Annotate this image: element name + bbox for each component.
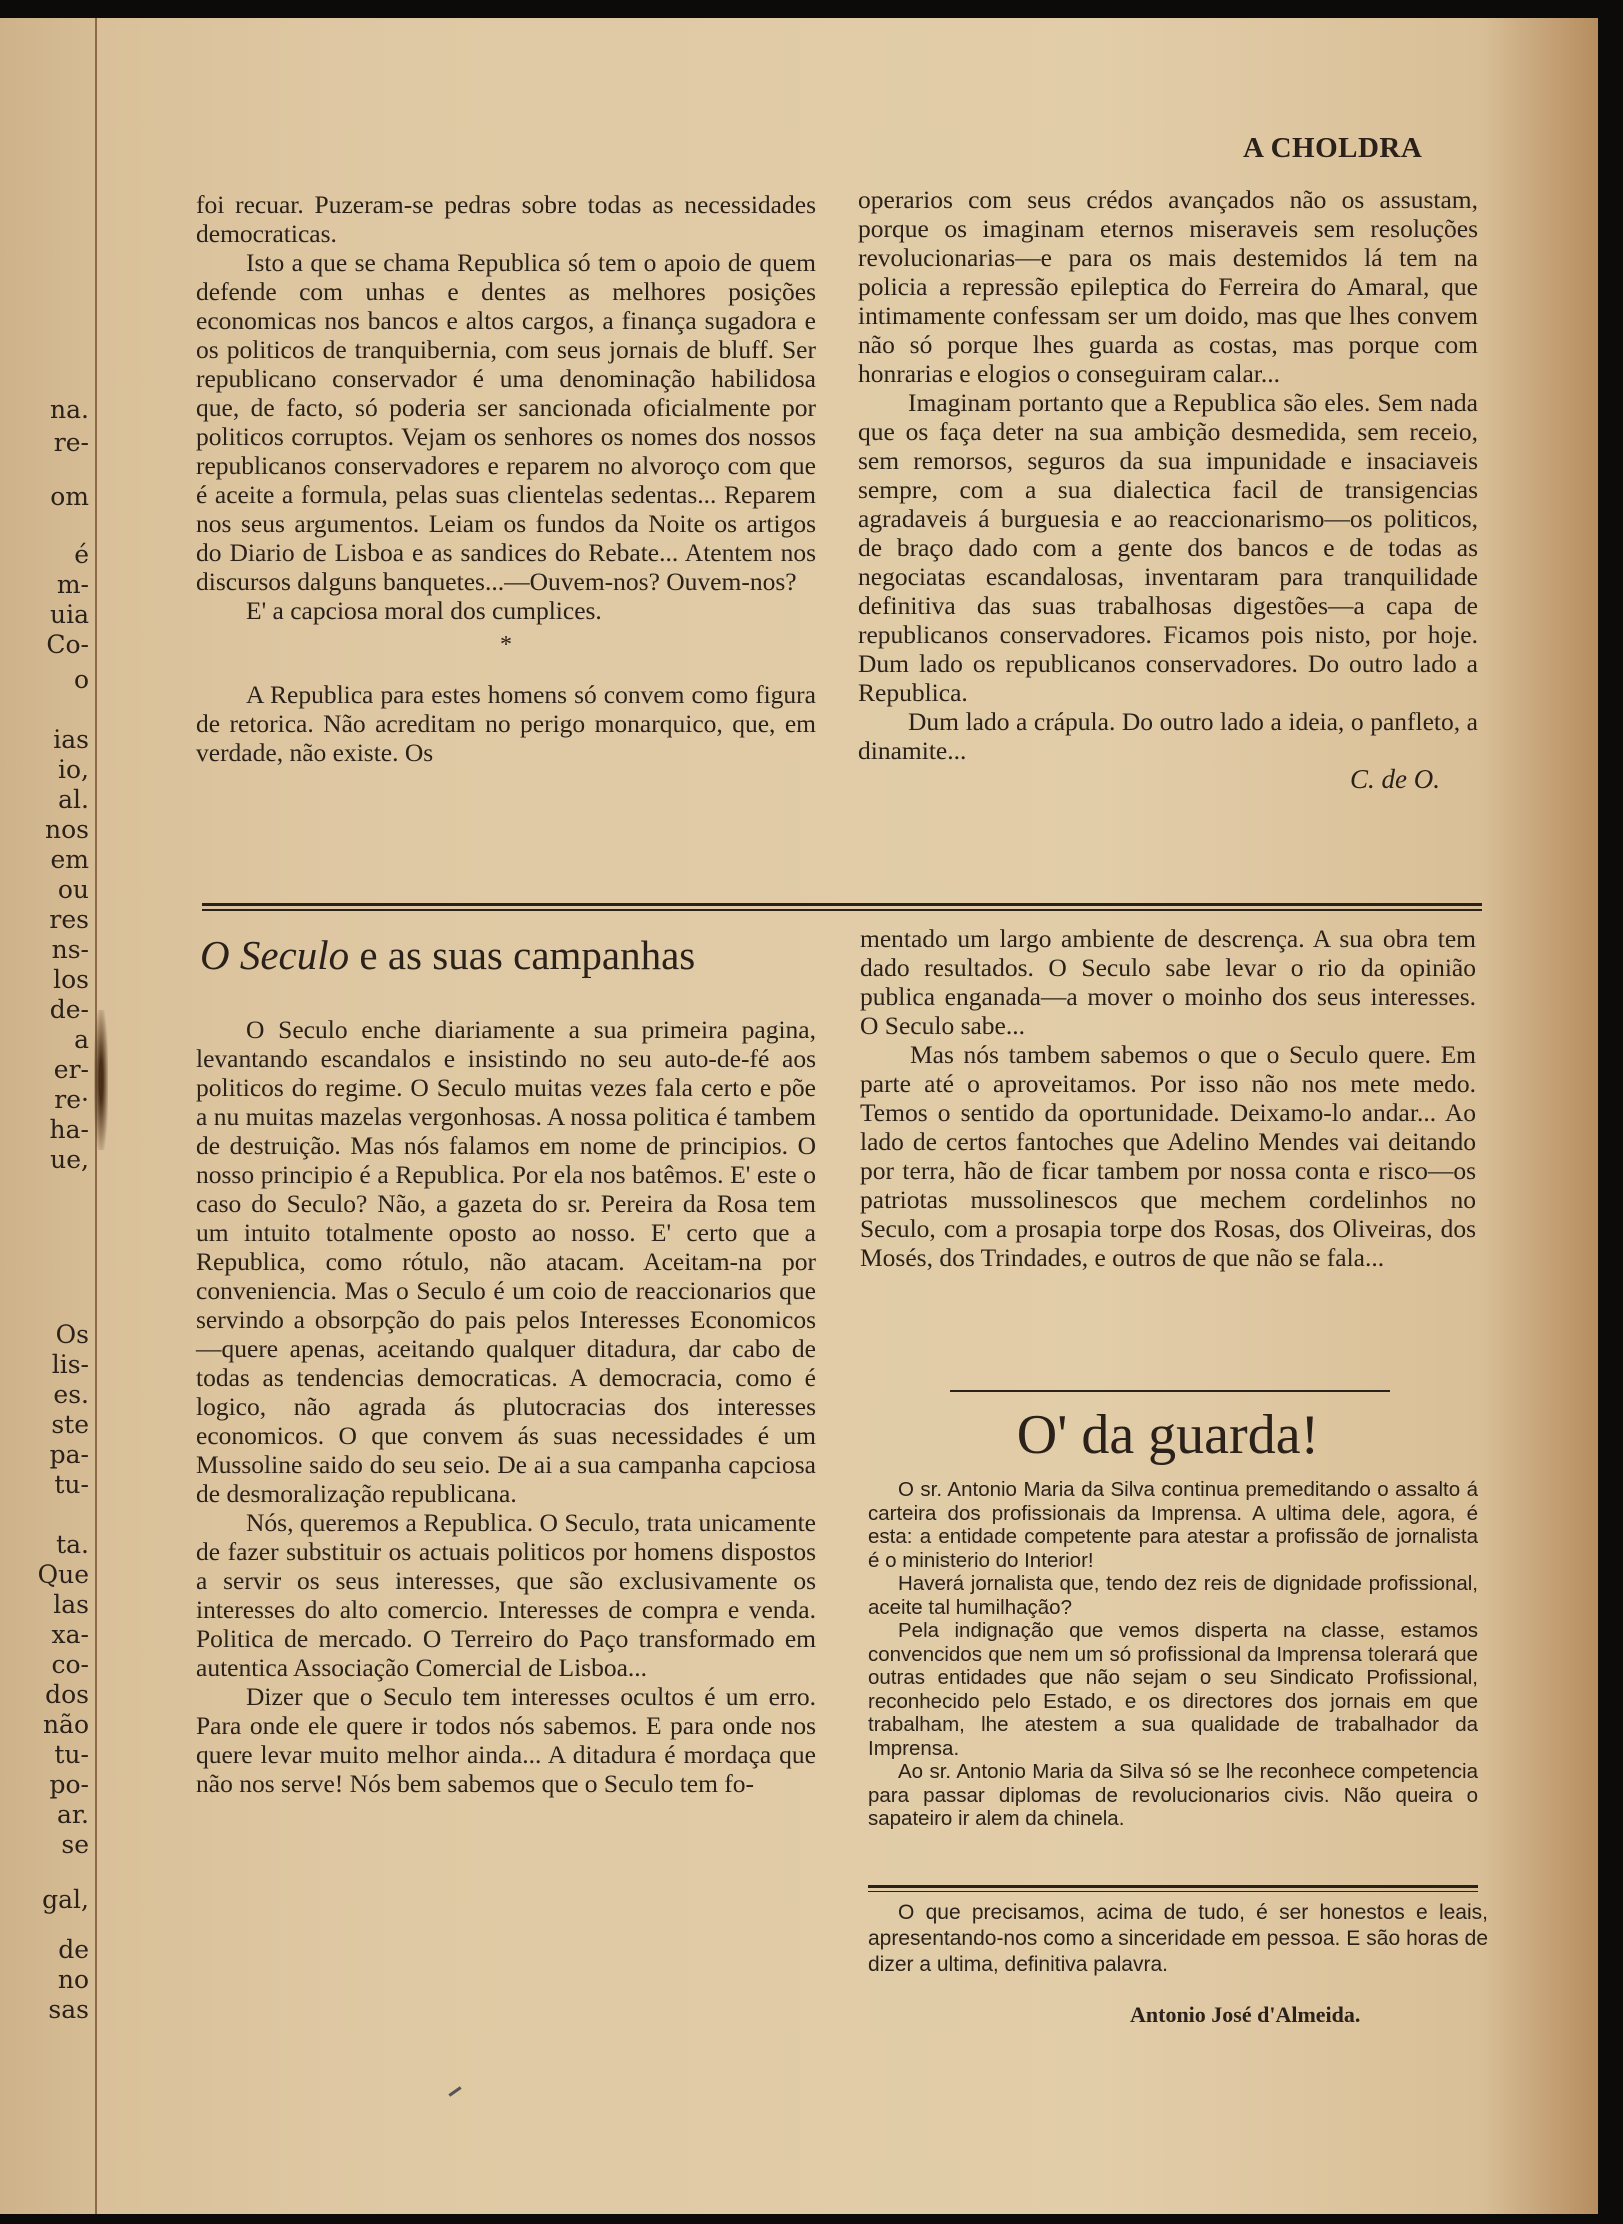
- fragment-text: Os: [55, 1320, 89, 1349]
- fragment-text: los: [53, 965, 89, 994]
- paragraph: Dum lado a crápula. Do outro lado a ideia, o panfleto, a dinamite...: [858, 707, 1478, 765]
- page-edge-shadow: [1598, 18, 1623, 2224]
- fragment-text: Co-: [46, 630, 89, 659]
- fragment-text: las: [53, 1590, 89, 1619]
- fragment-text: ns-: [51, 935, 89, 964]
- fragment-text: é: [74, 540, 89, 569]
- fragment-text: er-: [53, 1055, 89, 1084]
- fragment-text: a: [74, 1025, 89, 1054]
- paragraph: O sr. Antonio Maria da Silva continua premeditando o assalto á carteira dos profissionais da Imprensa. A ultima dele, agora, é esta: a entidade competente para atestar a profissão de jornalista é o ministerio do Interior!: [868, 1478, 1478, 1572]
- fragment-text: re·: [54, 1085, 89, 1114]
- fragment-text: tu-: [54, 1740, 89, 1769]
- paragraph: E' a capciosa moral dos cumplices.: [246, 596, 602, 625]
- fragment-text: co-: [51, 1650, 89, 1679]
- fragment-text: no: [57, 1965, 89, 1994]
- closing-quote: [868, 1900, 1488, 1978]
- running-head: A CHOLDRA: [1243, 132, 1423, 164]
- guarda-divider: [950, 1390, 1390, 1392]
- fragment-text: ue,: [50, 1145, 89, 1174]
- paragraph: Nós, queremos a Republica. O Seculo, trata unicamente de fazer substituir os actuais politicos por homens dispostos a servir os seus interesses, que são exclusivamente os interesses do alto comercio. Interesses de compra e venda. Politica de mercado. O Terreiro do Paço transformado em autentica Associação Comercial de Lisboa...: [196, 1508, 816, 1682]
- paragraph: foi recuar. Puzeram-se pedras sobre todas as necessidades democraticas.: [196, 190, 816, 248]
- seculo-column-1: [196, 1015, 816, 1798]
- fragment-text: es.: [53, 1380, 89, 1409]
- fragment-text: o: [73, 665, 89, 694]
- fragment-text: se: [61, 1830, 89, 1859]
- fragment-text: ar.: [56, 1800, 89, 1829]
- fragment-text: uia: [49, 600, 89, 629]
- fragment-text: de-: [49, 995, 89, 1024]
- article-column-1: [196, 190, 816, 767]
- fragment-text: lis-: [51, 1350, 89, 1379]
- paragraph: A Republica para estes homens só convem como figura de retorica. Não acreditam no perigo monarquico, que, em verdade, não existe. Os: [196, 680, 816, 767]
- fragment-text: xa-: [51, 1620, 89, 1649]
- fragment-text: em: [50, 845, 89, 874]
- guarda-article: [868, 1478, 1478, 1831]
- fragment-text: ou: [57, 875, 89, 904]
- paragraph: Pela indignação que vemos disperta na classe, estamos convencidos que nem um só profissional da Imprensa tolerará que outras entidades que não sejam o seu Sindicato Profissional, reconhecido pelo Estado, e os directores dos jornais em que trabalham, lhe atestem a sua qualidade de trabalhador da Imprensa.: [868, 1619, 1478, 1760]
- fragment-text: nos: [45, 815, 89, 844]
- paragraph: mentado um largo ambiente de descrença. A sua obra tem dado resultados. O Seculo sabe levar o rio da opinião publica enganada—a mover o moinho dos seus interesses. O Seculo sabe...: [860, 924, 1476, 1040]
- seculo-column-2: [860, 924, 1476, 1272]
- fragment-text: pa-: [49, 1440, 89, 1469]
- fragment-text: re-: [53, 428, 89, 457]
- fragment-text: ste: [51, 1410, 89, 1439]
- headline-rest: e as suas campanhas: [359, 932, 696, 978]
- paragraph: Mas nós tambem sabemos o que o Seculo quere. Em parte até o aproveitamos. Por isso não nos mete medo. Temos o sentido da oportunidade. Deixamo-lo andar... Ao lado de certos fantoches que Adelino Mendes vai deitando por terra, hão de ficar tambem por nossa conta e risco—os patriotas mussolinescos que mechem cordelinhos no Seculo, com a prosapia torpe dos Rosas, dos Oliveiras, dos Mosés, dos Trindades, e outros de que não se fala...: [860, 1040, 1476, 1272]
- paragraph: Dizer que o Seculo tem interesses ocultos é um erro. Para onde ele quere ir todos nós sabemos. E para onde nos quere levar muito melhor ainda... A ditadura é mordaça que não nos serve! Nós bem sabemos que o Seculo tem fo-: [196, 1682, 816, 1798]
- paragraph: O Seculo enche diariamente a sua primeira pagina, levantando escandalos e insistindo no seu auto-de-fé aos politicos do regime. O Seculo muitas vezes fala certo e põe a nu muitas mazelas vergonhosas. A nossa politica é tambem de destruição. Mas nós falamos em nome de principios. O nosso principio é a Republica. Por ela nos batêmos. E' este o caso do Seculo? Não, a gazeta do sr. Pereira da Rosa tem um intuito totalmente oposto ao nosso. E' certo que a Republica, como rótulo, não atacam. Aceitam-na por conveniencia. Mas o Seculo é um coio de reaccionarios que servindo a obsorpção do pais pelos Interesses Economicos—quere apenas, aceitando qualquer ditadura, dar cabo de todas as tendencias democraticas. A democracia, como é logico, não agrada ás plutocracias dos interesses economicos. O que convem ás suas necessidades é um Mussoline saido do seu seio. De ai a sua campanha capciosa de desmoralização republicana.: [196, 1015, 816, 1508]
- article-signature: C. de O.: [1350, 764, 1440, 794]
- paragraph: operarios com seus crédos avançados não os assustam, porque os imaginam eternos miseraveis sem resoluções revolucionarias—e para os mais destemidos lá tem na policia a repressão epileptica do Ferreira do Amaral, que intimamente confessam ser um doido, mas que lhes convem não só porque lhes guarda as costas, mas porque com honrarias e elogios o conseguiram calar...: [858, 185, 1478, 388]
- paragraph: Imaginam portanto que a Republica são eles. Sem nada que os faça deter na sua ambição desmedida, sem receio, sem remorsos, seguros da sua impunidade e insaciaveis sempre, com a sua dialectica facil de transigencias agradaveis á burguesia e ao reaccionarismo—os politicos, de braço dado com a gente dos bancos e de todas as negociatas escandalosas, inventaram para tranquilidade definitiva das suas trabalhosas digestões—a capa de republicanos conservadores. Ficamos pois nisto, por hoje. Dum lado os republicanos conservadores. Do outro lado a Republica.: [858, 388, 1478, 707]
- binding-stain: [94, 1010, 108, 1150]
- headline-newspaper-name: O Seculo: [200, 932, 350, 978]
- fragment-text: dos: [45, 1680, 89, 1709]
- seculo-headline: [200, 930, 695, 980]
- final-divider: [868, 1885, 1478, 1892]
- paragraph: Haverá jornalista que, tendo dez reis de dignidade profissional, aceite tal humilhação?: [868, 1572, 1478, 1619]
- fragment-text: res: [49, 905, 89, 934]
- guarda-headline: O' da guarda!: [1016, 1404, 1320, 1466]
- paragraph: Ao sr. Antonio Maria da Silva só se lhe reconhece competencia para passar diplomas de revolucionarios civis. Não queira o sapateiro ir alem da chinela.: [868, 1760, 1478, 1830]
- fragment-text: ias: [53, 725, 89, 754]
- fragment-text: om: [50, 482, 89, 511]
- fragment-text: Que: [37, 1560, 89, 1589]
- fragment-text: ta.: [56, 1530, 89, 1559]
- quote-author: Antonio José d'Almeida.: [1130, 2002, 1361, 2027]
- fragment-text: tu-: [54, 1470, 89, 1499]
- fragment-text: ha-: [49, 1115, 89, 1144]
- fragment-text: m-: [56, 570, 89, 599]
- section-asterisk: *: [500, 632, 512, 658]
- article-column-2: [858, 185, 1478, 794]
- paragraph: Isto a que se chama Republica só tem o apoio de quem defende com unhas e dentes as melhores posições economicas nos bancos e altos cargos, a finança sugadora e os politicos de tranquibernia, com seus jornais de bluff. Ser republicano conservador é uma denominação habilidosa que, de facto, só poderia ser sancionada oficialmente por politicos corruptos. Vejam os senhores os nomes dos nossos republicanos conservadores e reparem no alvoroço com que é aceite a formula, pelas suas clientelas sedentas... Reparem nos seus argumentos. Leiam os fundos da Noite os artigos do Diario de Lisboa e as sandices do Rebate... Atentem nos discursos dalguns banquetes...—Ouvem-nos? Ouvem-nos?: [196, 248, 816, 596]
- fragment-text: io,: [58, 755, 89, 784]
- fragment-text: de: [58, 1935, 89, 1964]
- fragment-text: não: [42, 1710, 89, 1739]
- fragment-text: na.: [50, 395, 89, 424]
- previous-page-edge: [0, 18, 97, 2214]
- section-divider: [202, 903, 1482, 911]
- fragment-text: gal,: [42, 1885, 89, 1914]
- paragraph: O que precisamos, acima de tudo, é ser honestos e leais, apresentando-nos como a sinceridade em pessoa. E são horas de dizer a ultima, definitiva palavra.: [868, 1901, 1488, 1976]
- fragment-text: al.: [58, 785, 89, 814]
- fragment-text: sas: [48, 1995, 89, 2024]
- fragment-text: po-: [49, 1770, 89, 1799]
